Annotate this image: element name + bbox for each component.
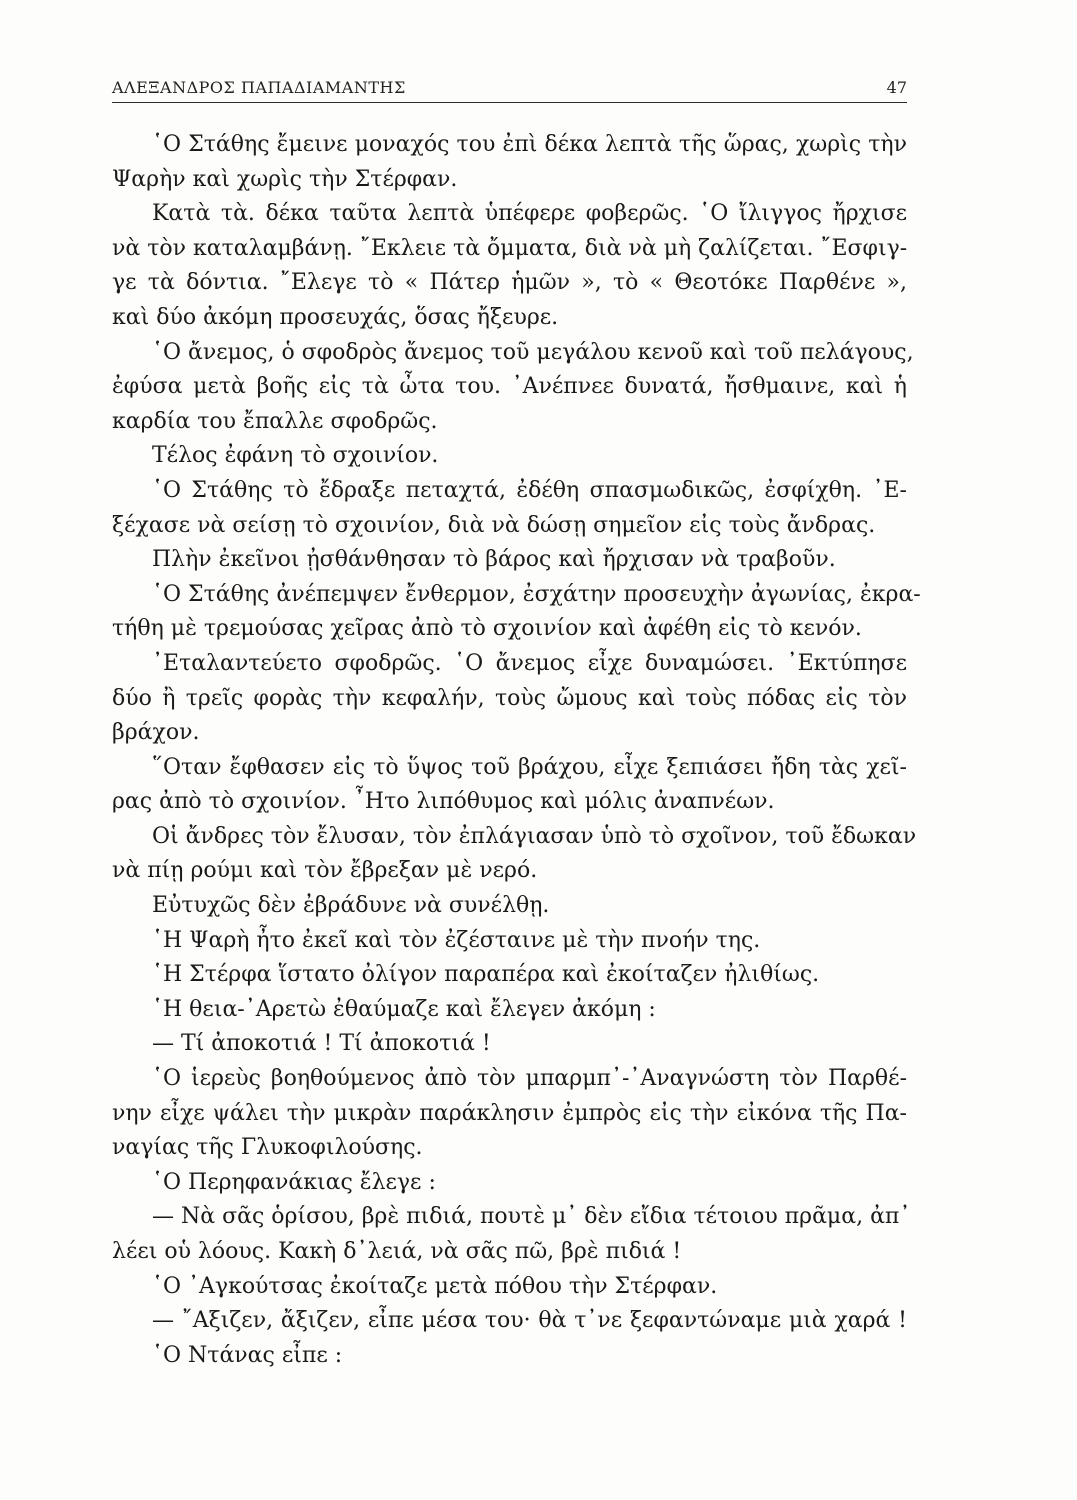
running-head: ΑΛΕΞΑΝΔΡΟΣ ΠΑΠΑΔΙΑΜΑΝΤΗΣ [112, 78, 406, 97]
text-line: ρας ἀπὸ τὸ σχοινίον. ῏Ητο λιπόθυμος καὶ μόλις ἀναπνέων. [112, 789, 775, 815]
text-line: ῾Ο Στάθης τὸ ἔδραξε πεταχτά, ἐδέθη σπασμωδικῶς, ἐσφίχθη. ᾿Ε- [152, 477, 907, 503]
text-line: ἐφύσα μετὰ βοῆς εἰς τὰ ὦτα του. ᾿Ανέπνεε δυνατά, ἤσθμαινε, καὶ ἡ [112, 374, 907, 400]
text-line: Εὐτυχῶς δὲν ἐβράδυνε νὰ συνέλθῃ. [152, 893, 550, 919]
body-text [112, 128, 921, 1373]
text-line: καρδία του ἔπαλλε σφοδρῶς. [112, 408, 438, 434]
text-line: νὰ πίῃ ρούμι καὶ τὸν ἔβρεξαν μὲ νερό. [112, 858, 538, 884]
text-line: λέει οὑ λόους. Κακὴ δ᾿λειά, νὰ σᾶς πῶ, βρὲ πιδιά ! [112, 1239, 682, 1264]
text-line: ῾Ο ᾿Αγκούτσας ἐκοίταζε μετὰ πόθου τὴν Στέρφαν. [152, 1273, 718, 1299]
text-line: — ῎Αξιζεν, ἄξιζεν, εἶπε μέσα του· θὰ τ᾿νε ξεφαντώναμε μιὰ χαρά ! [152, 1308, 907, 1334]
text-line: ῾Ο ἱερεὺς βοηθούμενος ἀπὸ τὸν μπαρμπ᾿-᾿Αναγνώστη τὸν Παρθέ- [152, 1066, 907, 1092]
page-number: 47 [886, 78, 907, 97]
text-line: ναγίας τῆς Γλυκοφιλούσης. [112, 1135, 423, 1161]
text-line: ξέχασε νὰ σείσῃ τὸ σχοινίον, διὰ νὰ δώσῃ σημεῖον εἰς τοὺς ἄνδρας. [112, 512, 876, 538]
text-line: ῾Ο ἄνεμος, ὁ σφοδρὸς ἄνεμος τοῦ μεγάλου κενοῦ καὶ τοῦ πελάγους, [152, 339, 914, 365]
text-line: Ψαρὴν καὶ χωρὶς τὴν Στέρφαν. [112, 166, 458, 192]
text-line: ῾Ο Περηφανάκιας ἔλεγε : [152, 1169, 436, 1195]
text-line: δύο ἢ τρεῖς φορὰς τὴν κεφαλήν, τοὺς ὤμους καὶ τοὺς πόδας εἰς τὸν [112, 685, 907, 711]
text-line: ῾Ο Στάθης ἔμεινε μοναχός του ἐπὶ δέκα λεπτὰ τῆς ὥρας, χωρὶς τὴν [152, 132, 907, 157]
text-line: τήθη μὲ τρεμούσας χεῖρας ἀπὸ τὸ σχοινίον καὶ ἀφέθη εἰς τὸ κενόν. [112, 616, 862, 642]
text-line: ᾿Εταλαντεύετο σφοδρῶς. ῾Ο ἄνεμος εἶχε δυναμώσει. ᾿Εκτύπησε [152, 650, 907, 676]
text-line: βράχον. [112, 720, 200, 746]
text-line: ῾Η Στέρφα ἵστατο ὀλίγον παραπέρα καὶ ἐκοίταζεν ἠλιθίως. [152, 962, 820, 988]
text-line: Κατὰ τὰ. δέκα ταῦτα λεπτὰ ὑπέφερε φοβερῶς. ῾Ο ἴλιγγος ἤρχισε [152, 201, 907, 227]
text-line: καὶ δύο ἀκόμη προσευχάς, ὅσας ἤξευρε. [112, 304, 559, 330]
text-line: ῾Ο Ντάνας εἶπε : [152, 1342, 343, 1368]
text-line: Τέλος ἐφάνη τὸ σχοινίον. [152, 443, 439, 469]
text-line: Οἱ ἄνδρες τὸν ἔλυσαν, τὸν ἐπλάγιασαν ὑπὸ τὸ σχοῖνον, τοῦ ἔδωκαν [152, 823, 917, 849]
text-line: νην εἶχε ψάλει τὴν μικρὰν παράκλησιν ἐμπρὸς εἰς τὴν εἰκόνα τῆς Πα- [112, 1100, 907, 1126]
text-line: ῞Οταν ἔφθασεν εἰς τὸ ὕψος τοῦ βράχου, εἶχε ξεπιάσει ἤδη τὰς χεῖ- [152, 754, 907, 780]
text-line: ῾Ο Στάθης ἀνέπεμψεν ἔνθερμον, ἐσχάτην προσευχὴν ἀγωνίας, ἐκρα- [152, 581, 921, 607]
text-line: γε τὰ δόντια. ῎Ελεγε τὸ « Πάτερ ἡμῶν », τὸ « Θεοτόκε Παρθένε », [112, 270, 907, 296]
text-line: — Τί ἀποκοτιά ! Τί ἀποκοτιά ! [152, 1031, 491, 1057]
text-line: νὰ τὸν καταλαμβάνῃ. ῎Εκλειε τὰ ὄμματα, διὰ νὰ μὴ ζαλίζεται. ῎Εσφιγ- [112, 235, 908, 261]
text-line: ῾Η Ψαρὴ ἦτο ἐκεῖ καὶ τὸν ἐζέσταινε μὲ τὴν πνοήν της. [152, 927, 761, 953]
page-header [112, 76, 907, 103]
text-line: — Νὰ σᾶς ὁρίσου, βρὲ πιδιά, πουτὲ μ᾿ δὲν εἴδια τέτοιου πρᾶμα, ἀπ᾿ [152, 1204, 911, 1230]
text-line: Πλὴν ἐκεῖνοι ᾐσθάνθησαν τὸ βάρος καὶ ἤρχισαν νὰ τραβοῦν. [152, 547, 836, 573]
text-line: ῾Η θεια-᾿Αρετὼ ἐθαύμαζε καὶ ἔλεγεν ἀκόμη : [152, 996, 656, 1022]
